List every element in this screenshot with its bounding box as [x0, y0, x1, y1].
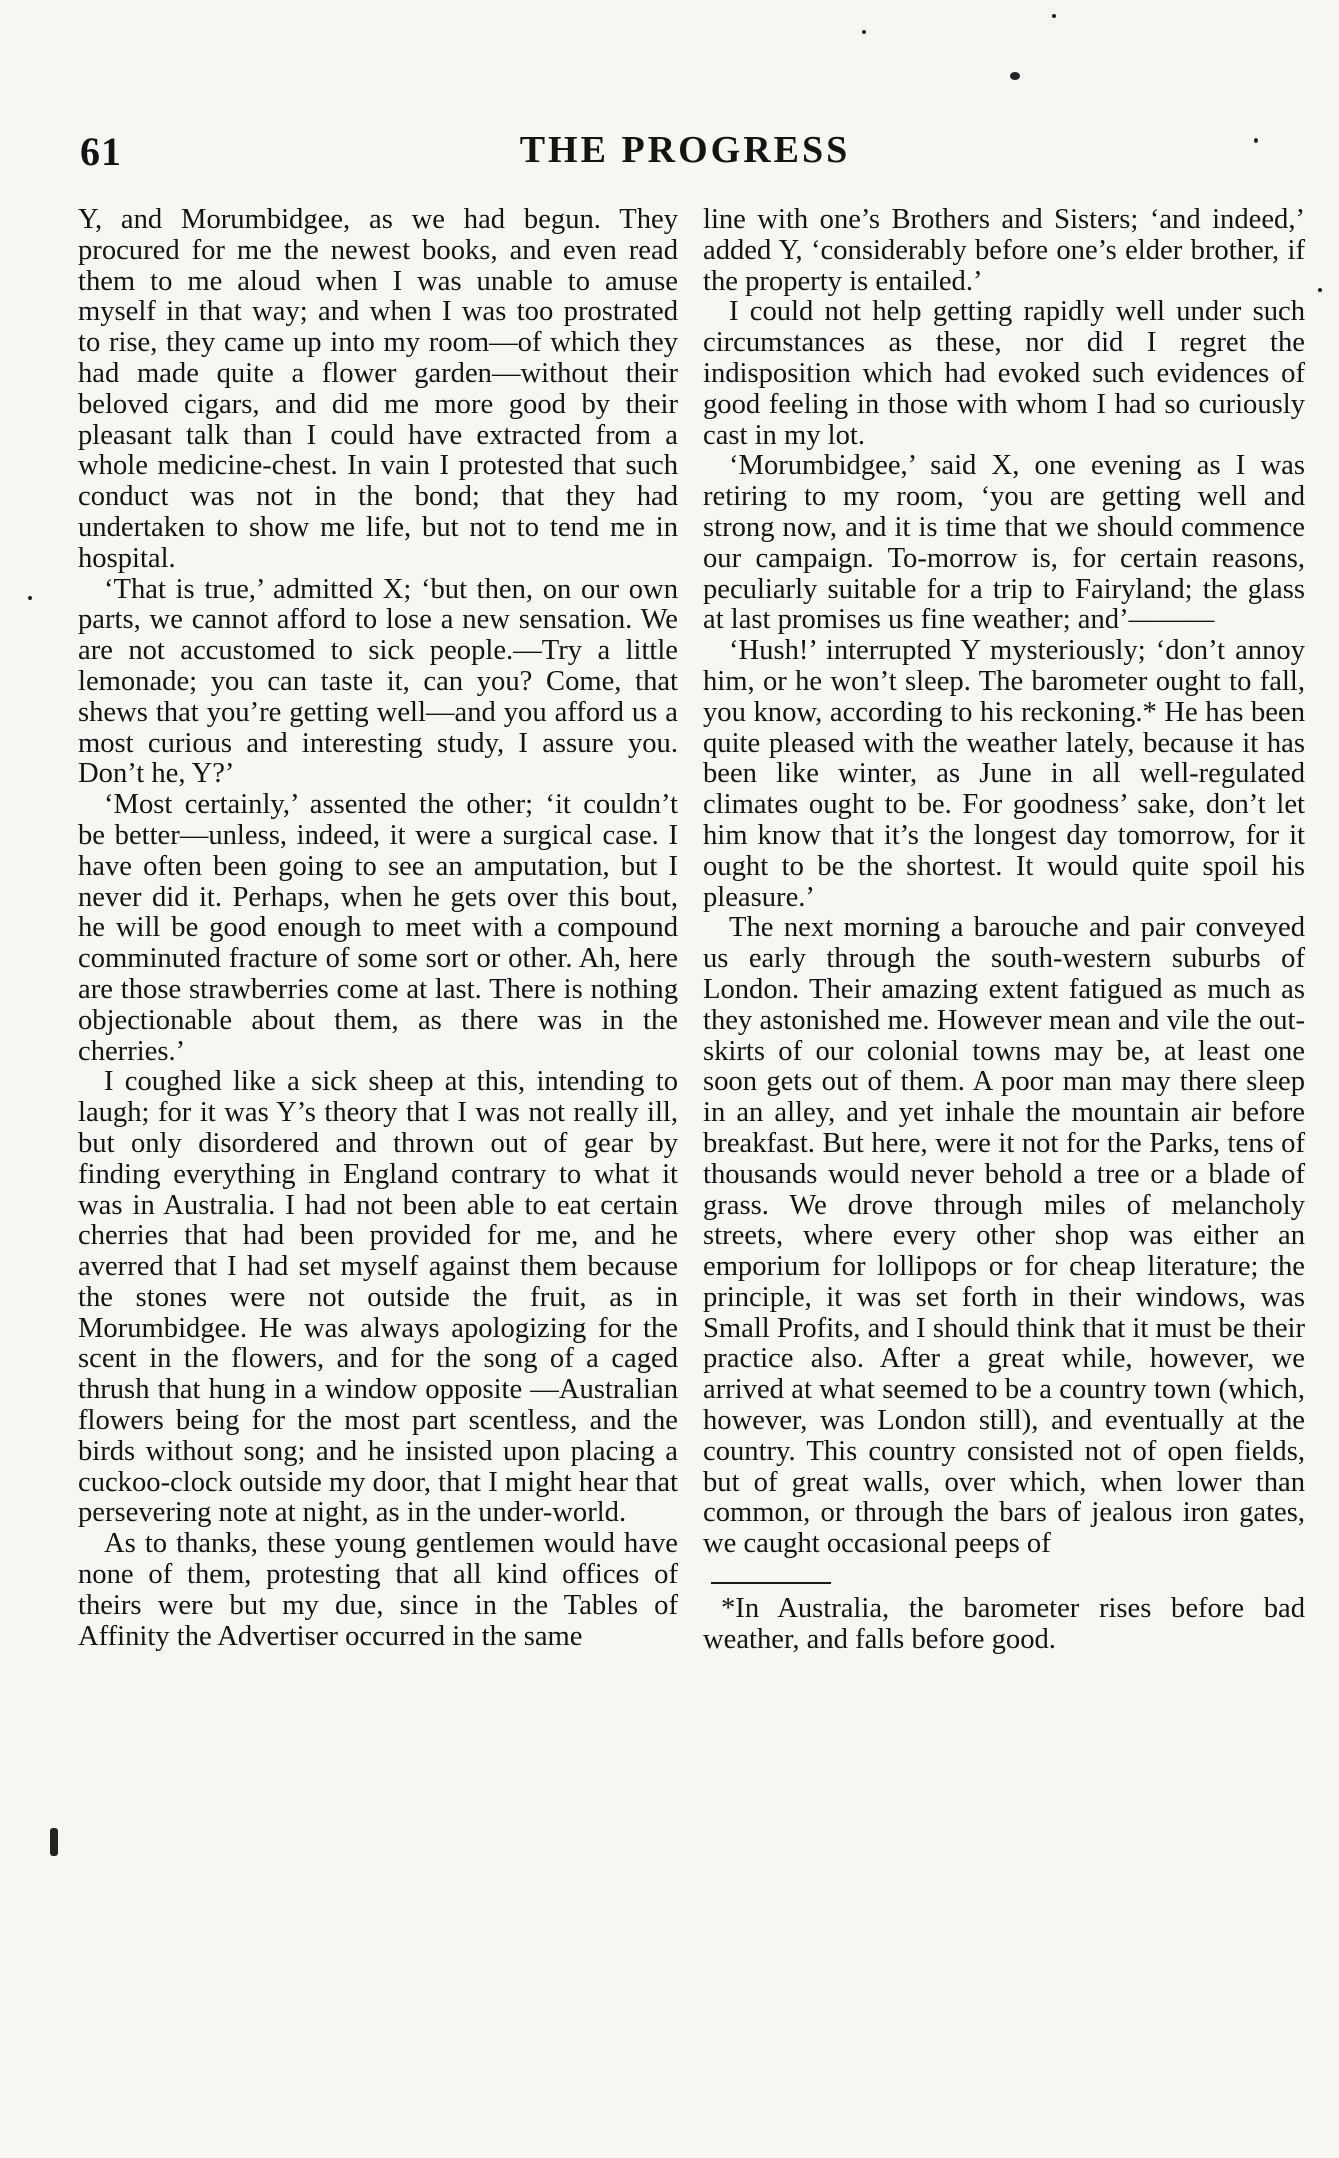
- ink-speck: [1318, 288, 1322, 292]
- page-number: 61: [80, 129, 122, 174]
- ink-speck: [28, 596, 32, 600]
- paragraph: Y, and Morumbidgee, as we had begun. They procured for me the newest books, and even read them to me aloud when I was unable to amuse myself in that way; and when I was too prostrated to rise, they came up into my room—of which they had made quite a flower garden—without their beloved cigars, and did me more good by their pleasant talk than I could have extracted from a whole medicine-chest. In vain I protested that such conduct was not in the bond; that they had undertaken to show me life, but not to tend me in hospital.: [78, 204, 678, 574]
- left-column: [78, 205, 678, 1652]
- footnote-divider: [711, 1582, 831, 1584]
- paragraph: ‘Most certainly,’ assented the other; ‘it couldn’t be better—unless, indeed, it were a surgical case. I have often been going to see an amputation, but I never did it. Perhaps, when he gets over this bout, he will be good enough to meet with a compound comminuted fracture of some sort or other. Ah, here are those strawberries come at last. There is nothing objectionable about them, as there was in the cherries.’: [78, 789, 678, 1067]
- ink-speck: [1010, 72, 1020, 80]
- paragraph: ‘That is true,’ admitted X; ‘but then, on our own parts, we cannot afford to lose a new sensation. We are not accustomed to sick people.—Try a little lemonade; you can taste it, can you? Come, that shews that you’re getting well—and you afford us a most curious and interesting study, I assure you. Don’t he, Y?’: [78, 573, 678, 790]
- paragraph: ‘Hush!’ interrupted Y mysteriously; ‘don’t annoy him, or he won’t sleep. The barometer ought to fall, you know, according to his reckoning.* He has been quite pleased with the weather lately, because it has been like winter, as June in all well-regulated climates ought to be. For goodness’ sake, don’t let him know that it’s the longest day tomorrow, for it ought to be the shortest. It would quite spoil his pleasure.’: [703, 635, 1305, 913]
- running-title: THE PROGRESS: [519, 129, 851, 171]
- paragraph: I coughed like a sick sheep at this, intending to laugh; for it was Y’s theory that I was not really ill, but only disordered and thrown out of gear by finding everything in England contrary to what it was in Australia. I had not been able to eat certain cherries that had been provided for me, and he averred that I had set myself against them because the stones were not outside the fruit, as in Morumbidgee. He was always apologizing for the scent in the flowers, and for the song of a caged thrush that hung in a window opposite —Australian flowers being for the most part scentless, and the birds without song; and he insisted upon placing a cuckoo-clock outside my door, that I might hear that persevering note at night, as in the under-world.: [78, 1066, 678, 1529]
- paragraph: ‘Morumbidgee,’ said X, one evening as I was retiring to my room, ‘you are getting well and strong now, and it is time that we should commence our campaign. To-morrow is, for certain reasons, peculiarly suitable for a trip to Fairyland; the glass at last promises us fine weather; and’———: [703, 450, 1305, 636]
- paragraph: As to thanks, these young gentlemen would have none of them, protesting that all kind offices of theirs were but my due, since in the Tables of Affinity the Advertiser occurred in the same: [78, 1528, 678, 1652]
- footnote: [703, 1594, 1305, 1656]
- right-column: [703, 205, 1305, 1656]
- footnote-text: *In Australia, the barometer rises before bad weather, and falls before good.: [703, 1593, 1305, 1655]
- page-header: [70, 128, 1300, 188]
- paragraph: I could not help getting rapidly well under such circumstances as these, nor did I regret the indisposition which had evoked such evidences of good feeling in those with whom I had so curiously cast in my lot.: [703, 296, 1305, 451]
- ink-speck: [50, 1828, 58, 1856]
- ink-speck: [1052, 14, 1056, 18]
- ink-speck: [862, 30, 866, 34]
- paragraph: line with one’s Brothers and Sisters; ‘and indeed,’ added Y, ‘considerably before one’s elder brother, if the property is entailed.’: [703, 204, 1305, 297]
- paragraph: The next morning a barouche and pair conveyed us early through the south-western suburbs of London. Their amazing extent fatigued as much as they astonished me. However mean and vile the out-skirts of our colonial towns may be, at least one soon gets out of them. A poor man may there sleep in an alley, and yet inhale the mountain air before breakfast. But here, were it not for the Parks, tens of thousands would never behold a tree or a blade of grass. We drove through miles of melancholy streets, where every other shop was either an emporium for lollipops or for cheap literature; the principle, it was set forth in their windows, was Small Profits, and I should think that it must be their practice also. After a great while, however, we arrived at what seemed to be a country town (which, however, was London still), and eventually at the country. This country consisted not of open fields, but of great walls, over which, when lower than common, or through the bars of jealous iron gates, we caught occasional peeps of: [703, 912, 1305, 1560]
